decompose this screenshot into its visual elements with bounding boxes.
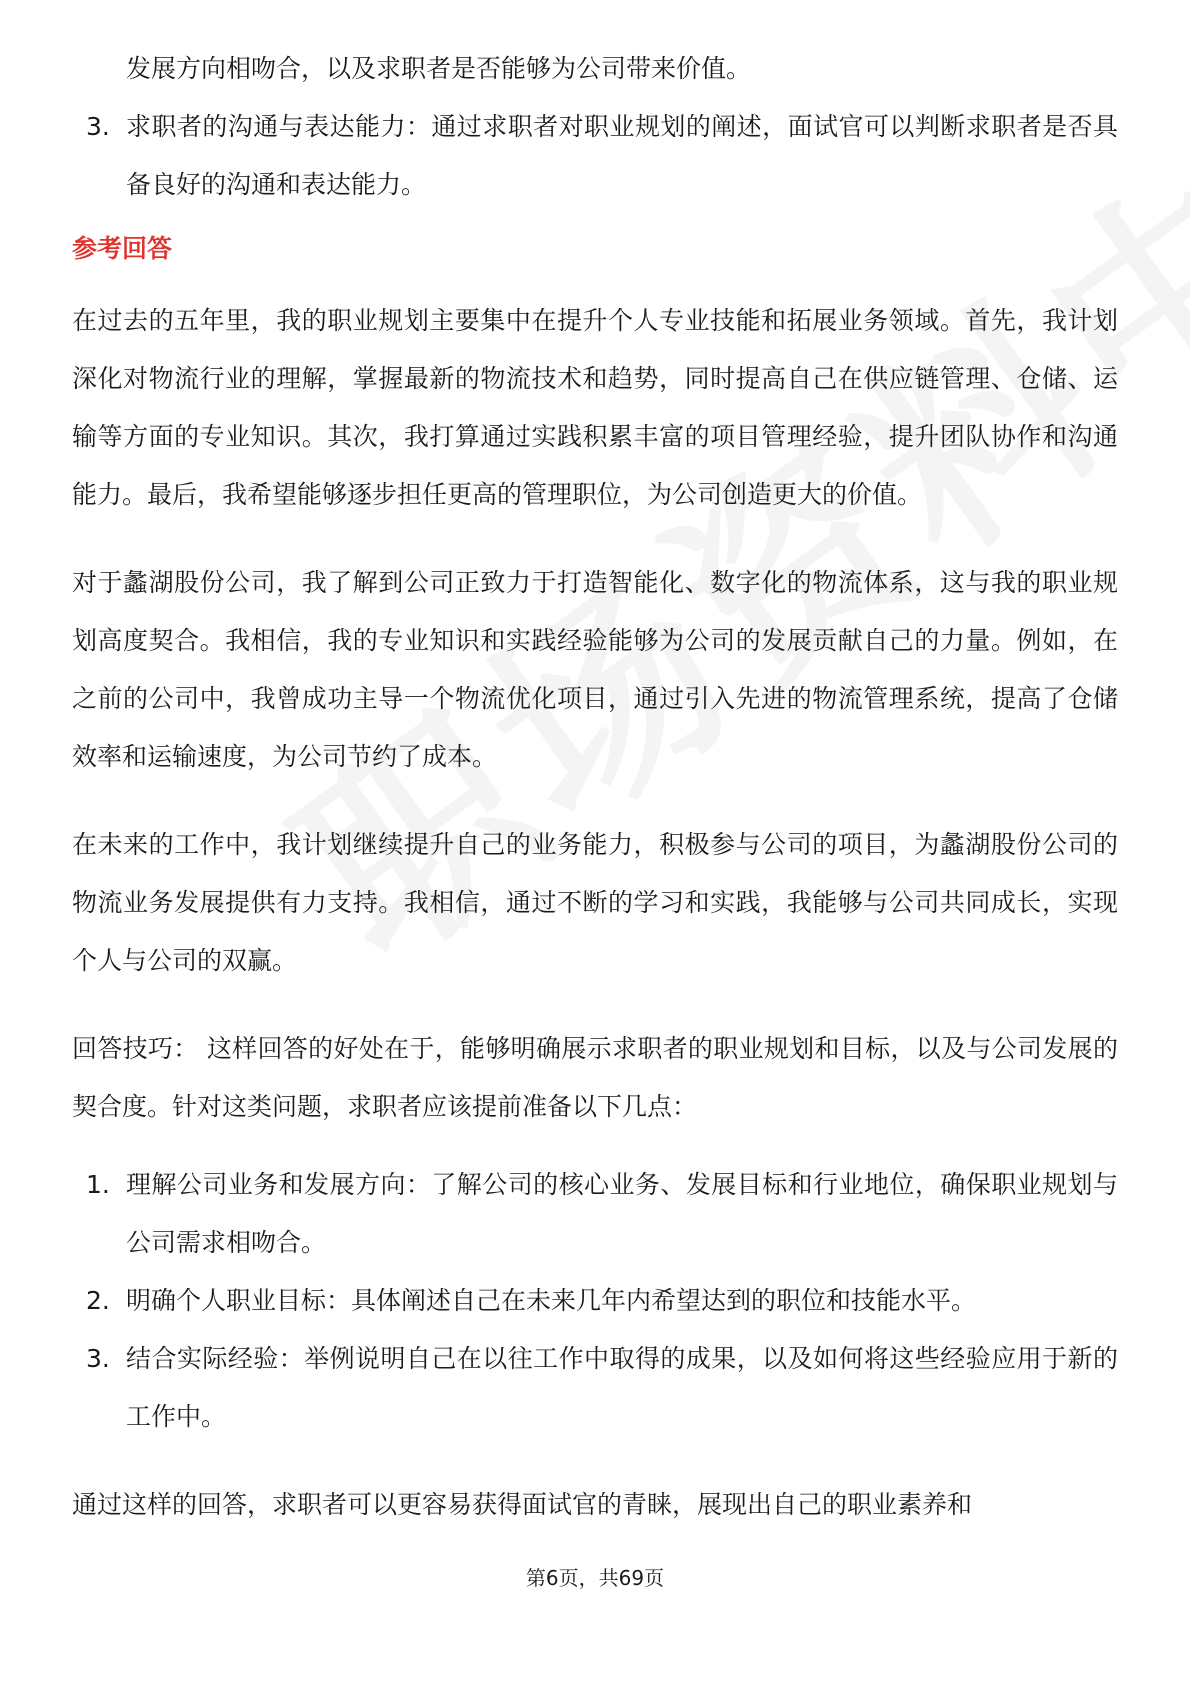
answer-paragraph-1: 在过去的五年里，我的职业规划主要集中在提升个人专业技能和拓展业务领域。首先，我计划深化对物流行业的理解，掌握最新的物流技术和趋势，同时提高自己在供应链管理、仓储、运输等方面的专业知识。其次，我打算通过实践积累丰富的项目管理经验，提升团队协作和沟通能力。最后，我希望能够逐步担任更高的管理职位，为公司创造更大的价值。 — [72, 306, 1118, 509]
closing-paragraph: 通过这样的回答，求职者可以更容易获得面试官的青睐，展现出自己的职业素养和 — [72, 1490, 973, 1519]
list-item-number: 3. — [86, 1344, 110, 1373]
evaluation-points-list — [72, 98, 1118, 214]
list-item — [72, 1272, 1118, 1330]
list-item — [72, 1330, 1118, 1446]
document-body — [72, 40, 1118, 1534]
tips-list — [72, 1156, 1118, 1446]
list-item — [72, 98, 1118, 214]
list-item-number: 3. — [86, 112, 110, 141]
list-item-text: 结合实际经验：举例说明自己在以往工作中取得的成果，以及如何将这些经验应用于新的工作中。 — [126, 1344, 1118, 1431]
list-continuation-text: 发展方向相吻合，以及求职者是否能够为公司带来价值。 — [126, 54, 752, 83]
section-heading: 参考回答 — [72, 234, 173, 263]
answer-paragraph-3: 在未来的工作中，我计划继续提升自己的业务能力，积极参与公司的项目，为蠡湖股份公司的物流业务发展提供有力支持。我相信，通过不断的学习和实践，我能够与公司共同成长，实现个人与公司的双赢。 — [72, 830, 1118, 975]
list-item-number: 1. — [86, 1170, 110, 1199]
list-item-number: 2. — [86, 1286, 110, 1315]
list-item — [72, 1156, 1118, 1272]
answer-paragraph-2: 对于蠡湖股份公司，我了解到公司正致力于打造智能化、数字化的物流体系，这与我的职业规划高度契合。我相信，我的专业知识和实践经验能够为公司的发展贡献自己的力量。例如，在之前的公司中，我曾成功主导一个物流优化项目，通过引入先进的物流管理系统，提高了仓储效率和运输速度，为公司节约了成本。 — [72, 568, 1118, 771]
list-item-text: 明确个人职业目标：具体阐述自己在未来几年内希望达到的职位和技能水平。 — [126, 1286, 977, 1315]
list-item-text: 理解公司业务和发展方向：了解公司的核心业务、发展目标和行业地位，确保职业规划与公司需求相吻合。 — [126, 1170, 1118, 1257]
list-item-text: 求职者的沟通与表达能力：通过求职者对职业规划的阐述，面试官可以判断求职者是否具备良好的沟通和表达能力。 — [126, 112, 1118, 199]
tips-intro-paragraph: 回答技巧： 这样回答的好处在于，能够明确展示求职者的职业规划和目标，以及与公司发展的契合度。针对这类问题，求职者应该提前准备以下几点： — [72, 1034, 1118, 1121]
page-number: 第6页，共69页 — [525, 1566, 665, 1590]
